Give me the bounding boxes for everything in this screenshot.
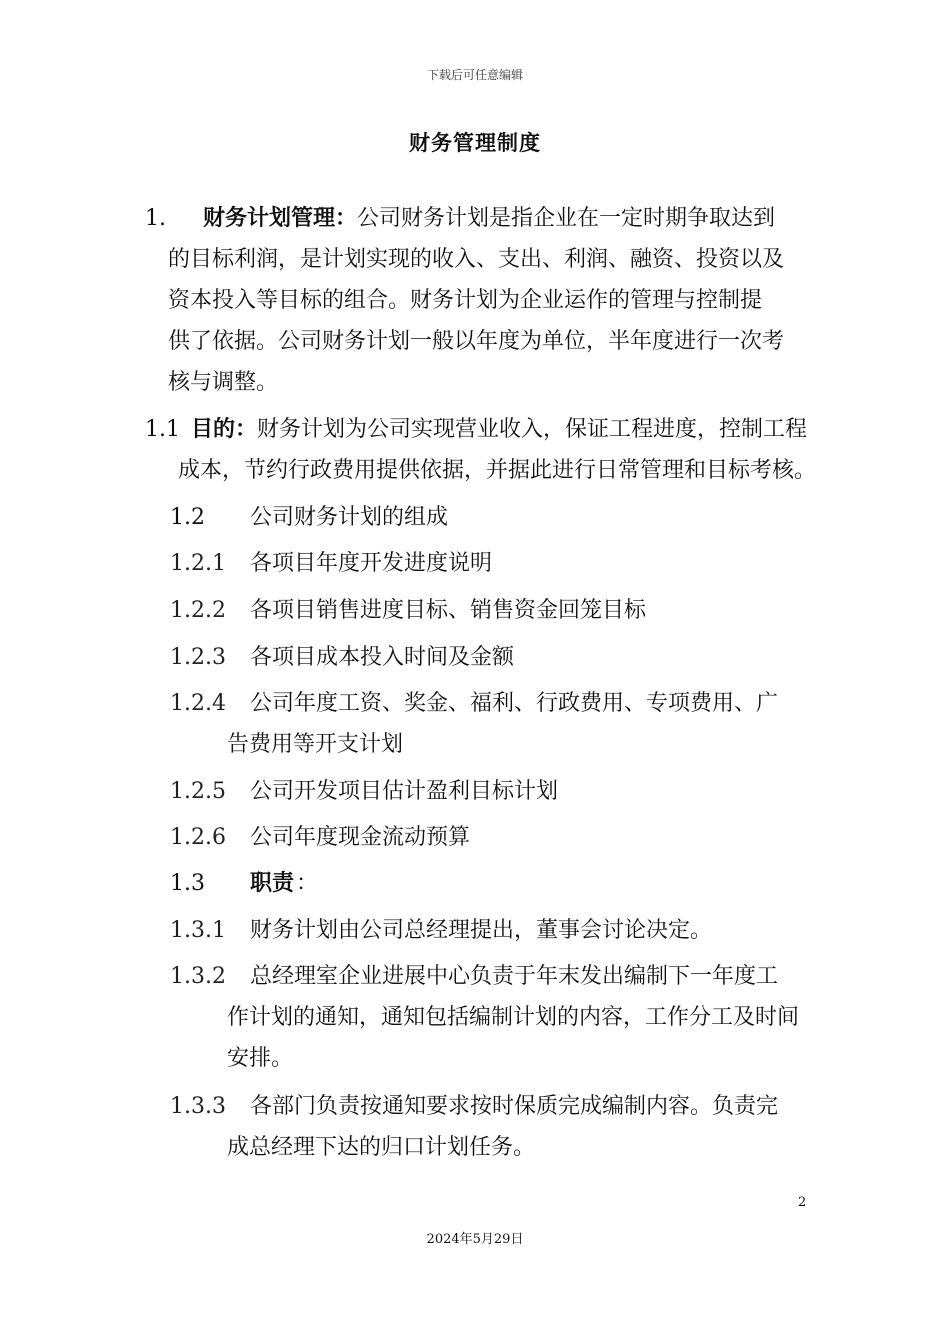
list-item bbox=[170, 683, 830, 765]
section-1-1-sep: ： bbox=[235, 417, 258, 442]
item-text: 公司年度工资、奖金、福利、行政费用、专项费用、广 bbox=[250, 691, 779, 716]
item-text: 财务计划由公司总经理提出，董事会讨论决定。 bbox=[250, 918, 713, 943]
footer-date: 2024年5月29日 bbox=[426, 1232, 524, 1247]
section-1-1-line-2: 成本，节约行政费用提供依据，并据此进行日常管理和目标考核。 bbox=[178, 458, 817, 483]
item-number: 1.3.1 bbox=[170, 918, 226, 943]
section-1-label: 财务计划管理 bbox=[203, 206, 336, 231]
list-item bbox=[170, 543, 810, 584]
section-1-3-title: 职责 bbox=[250, 871, 295, 896]
item-number: 1.2.1 bbox=[170, 551, 226, 576]
page-number: 2 bbox=[798, 1195, 807, 1210]
section-1-number: 1. bbox=[145, 206, 166, 231]
item-number: 1.3.3 bbox=[170, 1094, 226, 1119]
item-number: 1.2.5 bbox=[170, 779, 226, 804]
item-text: 各项目年度开发进度说明 bbox=[250, 551, 493, 576]
list-item bbox=[170, 1086, 830, 1168]
item-text: 各项目销售进度目标、销售资金回笼目标 bbox=[250, 598, 647, 623]
item-text-continued: 作计划的通知，通知包括编制计划的内容，工作分工及时间 bbox=[227, 1005, 800, 1030]
item-text: 各部门负责按通知要求按时保质完成编制内容。负责完 bbox=[250, 1094, 779, 1119]
section-1-line-3: 资本投入等目标的组合。财务计划为企业运作的管理与控制提 bbox=[168, 288, 763, 313]
item-number: 1.3.2 bbox=[170, 964, 226, 989]
section-1-line-4: 供了依据。公司财务计划一般以年度为单位，半年度进行一次考 bbox=[168, 329, 785, 354]
section-1-3-number: 1.3 bbox=[170, 871, 205, 896]
section-1-line-1: 公司财务计划是指企业在一定时期争取达到 bbox=[357, 206, 776, 231]
list-item bbox=[170, 956, 830, 1079]
section-1-3-sep: ： bbox=[296, 871, 319, 896]
item-number: 1.2.2 bbox=[170, 598, 226, 623]
item-text: 公司年度现金流动预算 bbox=[250, 825, 471, 850]
section-1 bbox=[145, 198, 825, 403]
item-text: 公司开发项目估计盈利目标计划 bbox=[250, 779, 559, 804]
item-text: 各项目成本投入时间及金额 bbox=[250, 645, 515, 670]
section-1-sep: ： bbox=[335, 206, 358, 231]
section-1-2-title: 公司财务计划的组成 bbox=[250, 505, 449, 530]
section-1-1-label: 目的 bbox=[191, 417, 236, 442]
section-1-line-5: 核与调整。 bbox=[168, 370, 279, 395]
list-item bbox=[170, 817, 810, 858]
list-item bbox=[170, 637, 810, 678]
section-1-2-heading bbox=[170, 497, 670, 538]
list-item bbox=[170, 771, 810, 812]
section-1-1-line-1: 财务计划为公司实现营业收入，保证工程进度，控制工程 bbox=[257, 417, 808, 442]
item-text-continued: 告费用等开支计划 bbox=[227, 732, 404, 757]
section-1-1 bbox=[145, 409, 845, 491]
item-number: 1.2.3 bbox=[170, 645, 226, 670]
item-number: 1.2.6 bbox=[170, 825, 226, 850]
item-text-continued: 安排。 bbox=[227, 1046, 294, 1071]
list-item bbox=[170, 910, 810, 951]
section-1-2-number: 1.2 bbox=[170, 505, 205, 530]
section-1-line-2: 的目标利润，是计划实现的收入、支出、利润、融资、投资以及 bbox=[168, 247, 785, 272]
section-1-1-number: 1.1 bbox=[145, 417, 180, 442]
page-header: 下载后可任意编辑 bbox=[426, 68, 523, 82]
list-item bbox=[170, 590, 810, 631]
item-number: 1.2.4 bbox=[170, 691, 226, 716]
item-text-continued: 成总经理下达的归口计划任务。 bbox=[227, 1135, 536, 1160]
document-title: 财务管理制度 bbox=[409, 131, 541, 155]
item-text: 总经理室企业进展中心负责于年末发出编制下一年度工 bbox=[250, 964, 779, 989]
section-1-3-heading bbox=[170, 863, 570, 904]
